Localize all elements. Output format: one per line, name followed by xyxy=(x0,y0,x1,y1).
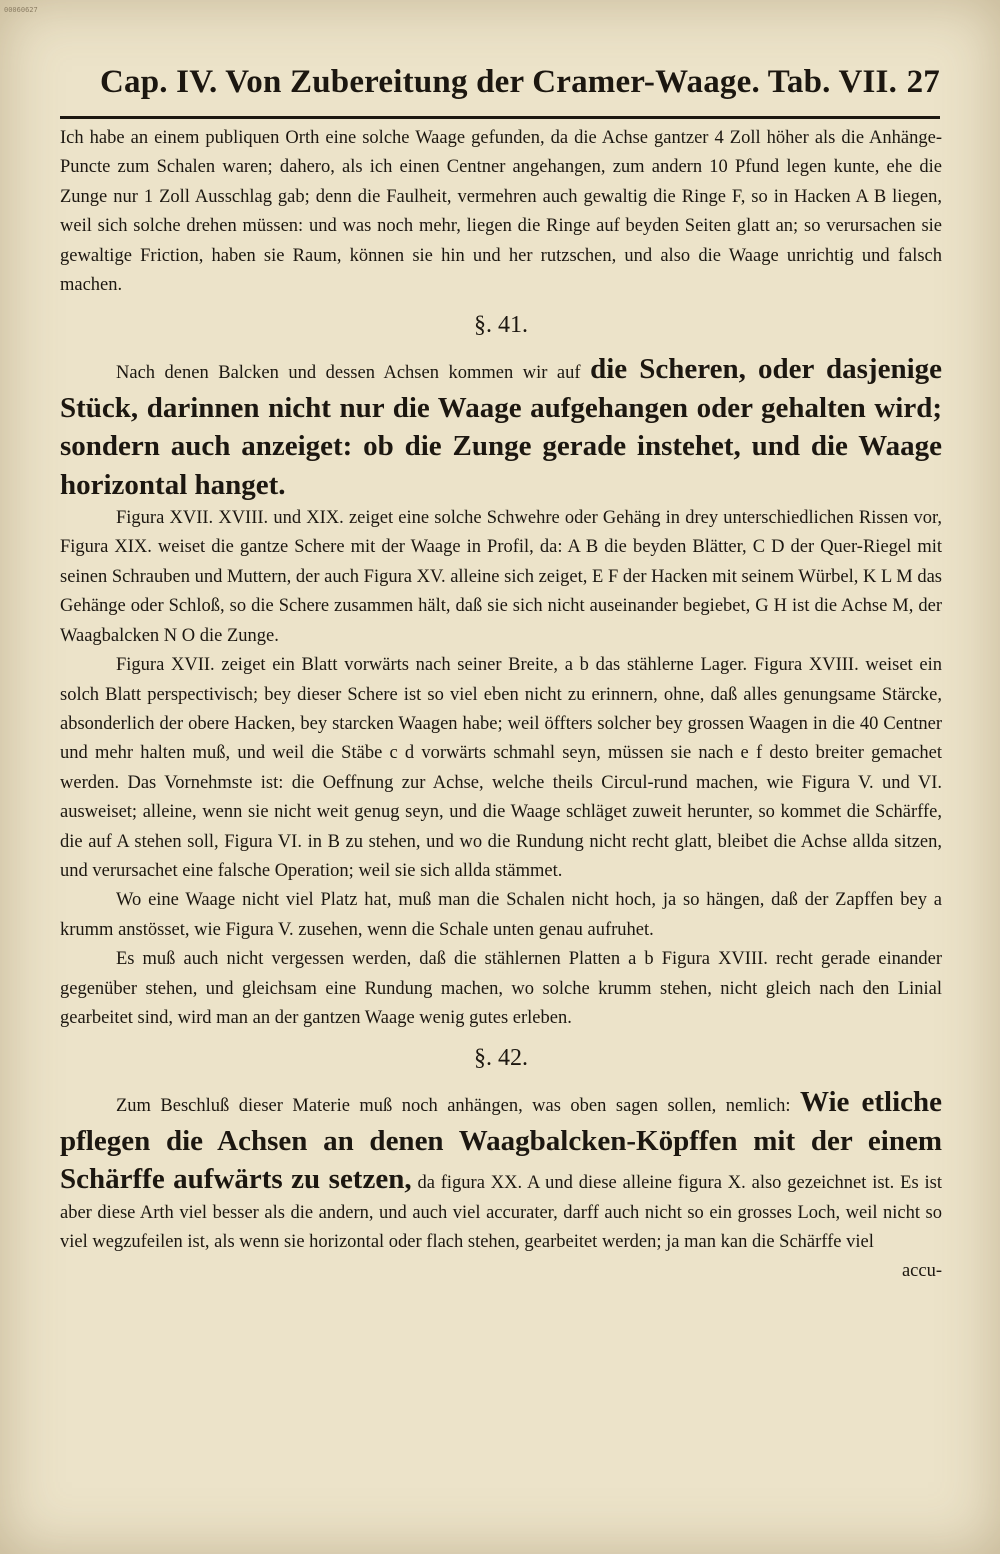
emphasis-text: die Scheren, oder dasjenige Stück, darinnen nicht nur die Waage aufgehangen oder gehalten wird; sondern auch anzeiget: ob die Zunge gerade instehet, und die Waage horizontal hanget. xyxy=(60,353,942,501)
paragraph xyxy=(60,1083,942,1257)
running-header xyxy=(100,64,940,101)
paragraph: Figura XVII. XVIII. und XIX. zeiget eine solche Schwehre oder Gehäng in drey unterschiedlichen Rissen vor, Figura XIX. weiset die gantze Schere mit der Waage in Profil, da: A B die beyden Blätter, C D der Quer-Riegel mit seinen Schrauben und Muttern, der auch Figura XV. alleine sich zeiget, E F der Hacken mit seinem Würbel, K L M das Gehänge oder Schloß, so die Schere zusammen hält, daß sie sich nicht auseinander begiebet, G H ist die Achse M, der Waagbalcken N O die Zunge. xyxy=(60,508,942,646)
emphasis-text: Wie etliche pflegen die Achsen an denen Waagbalcken-Köpffen mit der einem Schärffe aufwärts zu setzen, xyxy=(60,1086,943,1196)
page-number: 27 xyxy=(906,64,940,100)
paragraph: Figura XVII. zeiget ein Blatt vorwärts nach seiner Breite, a b das stählerne Lager. Figura XVIII. weiset ein solch Blatt perspectivisch; bey dieser Schere ist so viel eben nicht zu erinnern, ohne, daß alles genungsame Stärcke, absonderlich der obere Hacken, bey starcken Waagen habe; weil öffters solcher bey grossen Waagen in die 40 Centner und mehr halten muß, und weil die Stäbe c d vorwärts schmahl seyn, müssen sie nach e f desto breiter gemachet werden. Das Vornehmste ist: die Oeffnung zur Achse, welche theils Circul-rund machen, wie Figura V. und VI. ausweiset; alleine, wenn sie nicht weit genug seyn, und die Waage schläget zuweit herunter, so kommet die Schärffe, die auf A stehen soll, Figura VI. in B zu stehen, und wo die Rundung nicht recht glatt, bleibet die Achse allda sitzen, und verursachet eine falsche Operation; weil sie sich allda stämmet. xyxy=(60,655,942,881)
body-text: da figura XX. A und diese alleine figura X. also gezeichnet ist. Es ist aber diese Arth viel besser als die andern, und auch viel accurater, darff auch nicht so ein grosses Loch, weil nicht so viel wegzufeilen ist, als wenn sie horizontal oder flach stehen, gearbeitet werden; ja man kan die Schärffe viel xyxy=(60,1173,942,1252)
section-heading: §. 42. xyxy=(474,1045,528,1072)
header-title: Cap. IV. Von Zubereitung der Cramer-Waage. Tab. VII. xyxy=(100,64,898,100)
paragraph xyxy=(60,350,942,504)
catchword: accu- xyxy=(901,1261,942,1282)
lead-text: Zum Beschluß dieser Materie muß noch anhängen, was oben sagen sollen, nemlich: xyxy=(116,1096,791,1117)
header-rule xyxy=(60,116,940,119)
page-body xyxy=(60,124,942,1287)
section-heading: §. 41. xyxy=(474,312,528,339)
paragraph: Wo eine Waage nicht viel Platz hat, muß man die Schalen nicht hoch, ja so hängen, daß der Zapffen bey a krumm anstösset, wie Figura V. zusehen, wenn die Schale unten genau aufruhet. xyxy=(60,890,942,940)
lead-text: Nach denen Balcken und dessen Achsen kommen wir auf xyxy=(116,363,591,384)
paragraph: Ich habe an einem publiquen Orth eine solche Waage gefunden, da die Achse gantzer 4 Zoll höher als die Anhänge-Puncte zum Schalen waren; dahero, als ich einen Centner angehangen, zum andern 10 Pfund legen kunte, ehe die Zunge nur 1 Zoll Ausschlag gab; denn die Faulheit, vermehren auch gewaltig die Ringe F, so in Hacken A B liegen, weil sich solche drehen müssen: und was noch mehr, liegen die Ringe auf beyden Seiten glatt an; so verursachen sie gewaltige Friction, haben sie Raum, können sie hin und her rutzschen, und also die Waage unrichtig und falsch machen. xyxy=(60,128,942,296)
scan-id: 00060627 xyxy=(4,6,38,14)
paragraph: Es muß auch nicht vergessen werden, daß die stählernen Platten a b Figura XVIII. recht gerade einander gegenüber stehen, und gleichsam eine Rundung machen, wo solche krumm stehen, nicht gleich nach den Linial gearbeitet sind, wird man an der gantzen Waage wenig gutes erleben. xyxy=(60,949,942,1028)
